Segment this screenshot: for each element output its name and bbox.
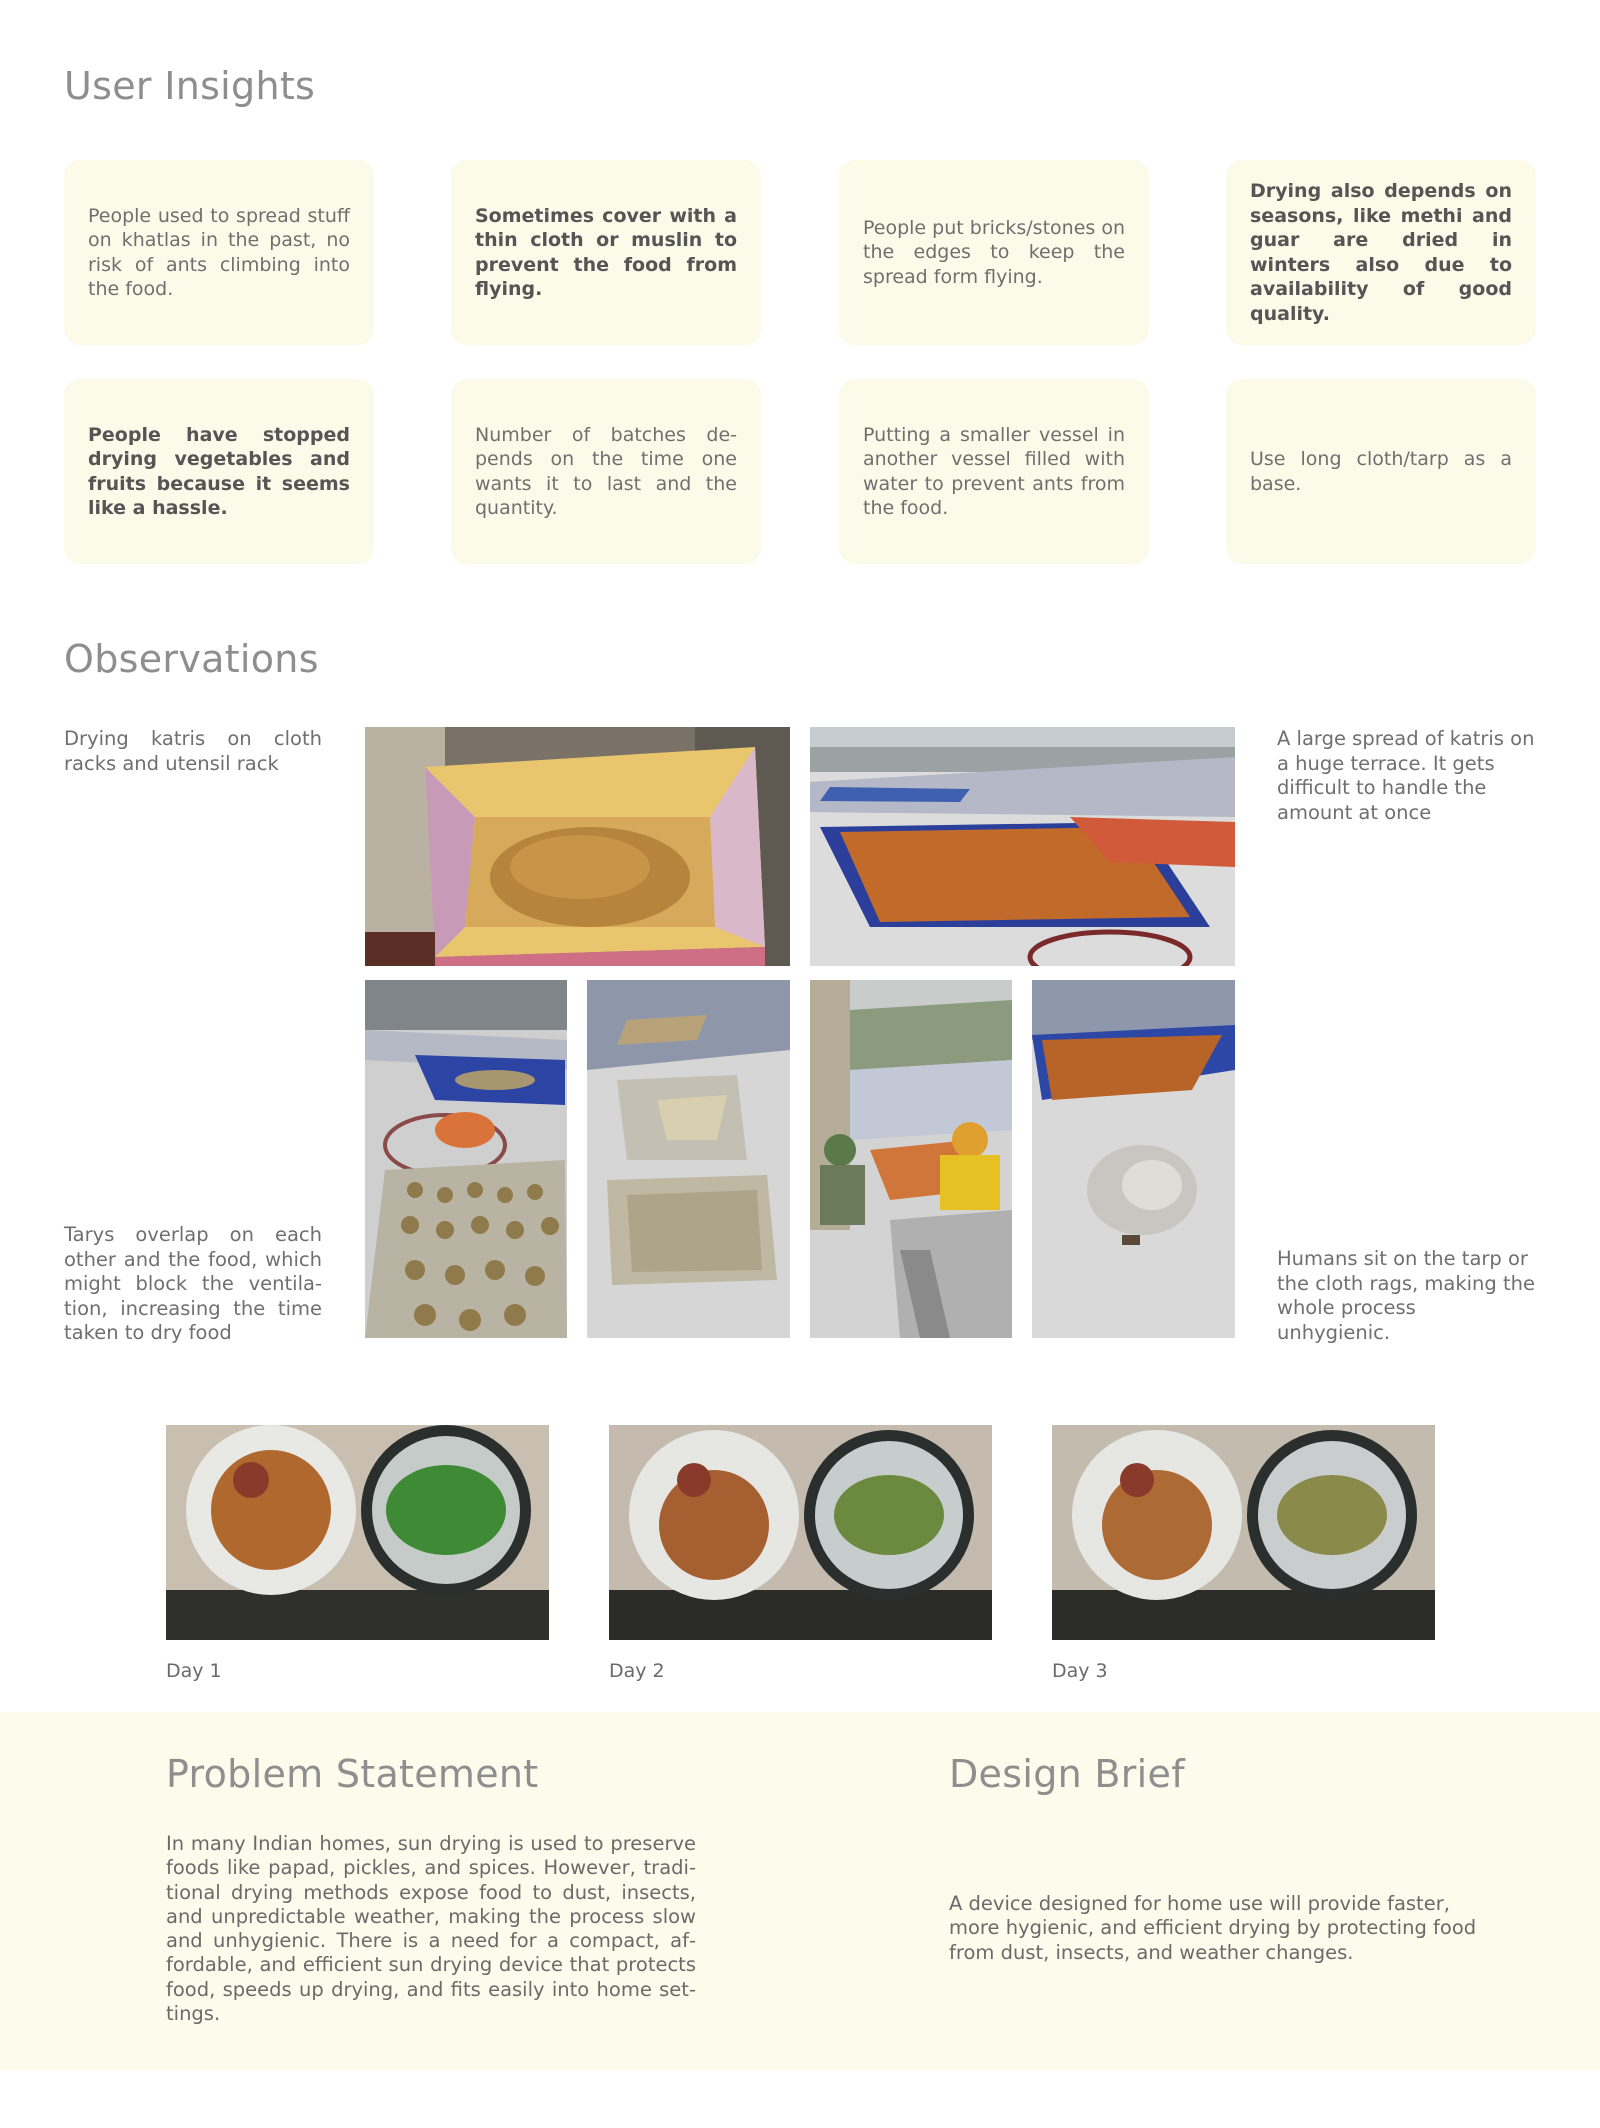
day-label: Day 2 [609, 1660, 665, 1682]
observation-note: Tarys overlap on each other and the food, which might block the ventilation, increasing the time taken to dry food [64, 1223, 322, 1344]
photo-day-3 [1052, 1425, 1435, 1640]
photo-tarp-overlap [365, 980, 567, 1338]
insight-card [1226, 160, 1536, 345]
insight-card [64, 379, 374, 564]
observation-note: A large spread of katris on a huge terrace. It gets difficult to handle the amount at once [1277, 727, 1535, 824]
insight-card [839, 379, 1149, 564]
day-label: Day 3 [1052, 1660, 1108, 1682]
insight-card [839, 160, 1149, 345]
insight-text: Drying also depends on seasons, like methi and guar are dried in winters also due to availability of good quality. [1250, 180, 1512, 325]
photo-muslin-cloth [587, 980, 790, 1338]
insight-text: People used to spread stuff on khatlas in the past, no risk of ants climbing into the food. [88, 204, 350, 300]
photo-terrace-spread [810, 727, 1235, 966]
insight-card [1226, 379, 1536, 564]
insight-card [451, 379, 761, 564]
user-insights-title: User Insights [64, 64, 316, 108]
problem-statement-title: Problem Statement [166, 1752, 539, 1796]
observation-note: Drying katris on cloth racks and utensil rack [64, 727, 322, 775]
photo-katris-basket [365, 727, 790, 966]
insight-text: Putting a smaller vessel in another vessel filled with water to prevent ants from the food. [863, 423, 1125, 519]
observation-note: Humans sit on the tarp or the cloth rags, making the whole process unhygienic. [1277, 1247, 1535, 1344]
insight-text: People put bricks/stones on the edges to keep the spread form flying. [863, 216, 1125, 288]
photo-day-1 [166, 1425, 549, 1640]
problem-statement-body: In many Indian homes, sun drying is used to preserve foods like papad, pickles, and spices. However, traditional drying methods expose food to dust, insects, and unpredictable weather, making the process slow and unhygienic. There is a need for a compact, affordable, and efficient sun drying device that protects food, speeds up drying, and fits easily into home settings. [166, 1832, 696, 2026]
day-label: Day 1 [166, 1660, 222, 1682]
observations-title: Observations [64, 637, 319, 681]
photo-humans-sitting [810, 980, 1012, 1338]
design-brief-body: A device designed for home use will provide faster, more hygienic, and efficient drying by protecting food from dust, insects, and weather changes. [949, 1892, 1477, 1964]
insight-card [64, 160, 374, 345]
insight-card [451, 160, 761, 345]
photo-tarp-plastic [1032, 980, 1235, 1338]
photo-day-2 [609, 1425, 992, 1640]
insight-text: Sometimes cover with a thin cloth or muslin to prevent the food from flying. [475, 204, 737, 300]
insight-text: Use long cloth/tarp as a base. [1250, 448, 1512, 495]
design-brief-title: Design Brief [949, 1752, 1185, 1796]
insight-text: People have stopped drying vegetables and fruits because it seems like a hassle. [88, 423, 350, 519]
insight-text: Number of batches depends on the time one wants it to last and the quantity. [475, 423, 737, 519]
